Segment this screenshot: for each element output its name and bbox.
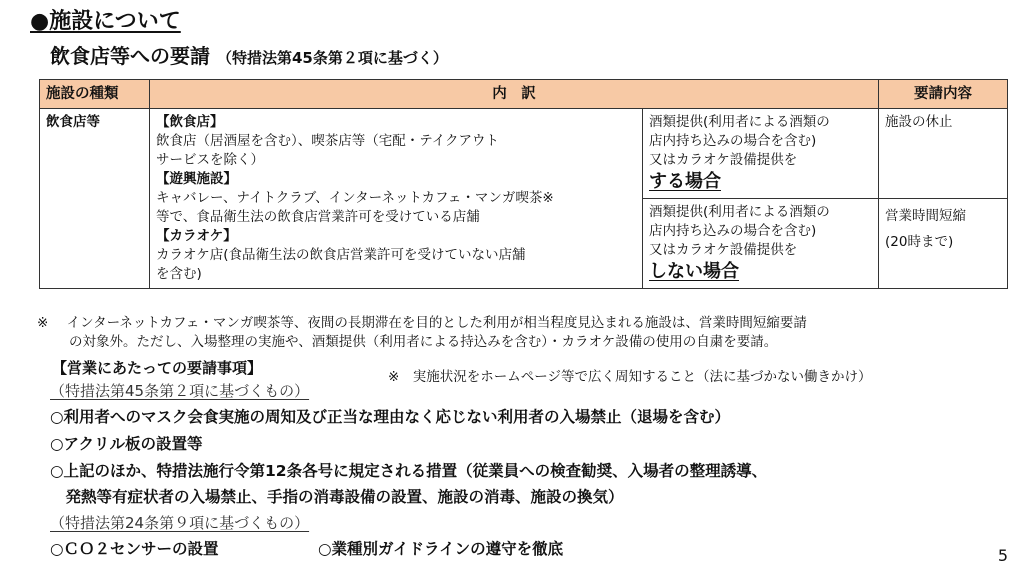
section-heading: ●施設について: [30, 9, 181, 34]
request-item: ○業種別ガイドラインの遵守を徹底: [318, 540, 564, 558]
breakdown-cell: [150, 109, 643, 289]
table-row: [40, 109, 1008, 199]
condition-line: 店内持ち込みの場合を含む): [649, 133, 817, 149]
condition-cell: [643, 199, 879, 289]
request-item: ○アクリル板の設置等: [50, 435, 203, 453]
category-line: 等で、食品衛生法の飲食店営業許可を受けている店舗: [156, 209, 480, 225]
condition-line: 酒類提供(利用者による酒類の: [649, 204, 830, 220]
condition-line: 又はカラオケ設備提供を: [649, 152, 798, 168]
legal-basis-label: （特措法第45条第２項に基づくもの）: [50, 382, 310, 400]
request-line: 施設の休止: [885, 114, 953, 130]
category-line: を含む): [156, 266, 202, 282]
footnote: [37, 314, 807, 352]
page-title: [50, 40, 448, 69]
category-line: カラオケ店(食品衛生法の飲食店営業許可を受けていない店舗: [156, 247, 526, 263]
request-line: (20時まで): [885, 234, 954, 250]
category-title: 【遊興施設】: [156, 171, 237, 187]
condition-line: 酒類提供(利用者による酒類の: [649, 114, 830, 130]
requests-note: ※ 実施状況をホームページ等で広く周知すること（法に基づかない働きかけ）: [388, 369, 872, 385]
condition-cell: [643, 109, 879, 199]
facility-type-cell: 飲食店等: [40, 109, 150, 289]
header-facility-type: 施設の種類: [40, 80, 150, 109]
header-breakdown: 内 訳: [150, 80, 879, 109]
page-number: 5: [997, 546, 1008, 565]
footnote-line: の対象外。ただし、入場整理の実施や、酒類提供（利用者による持込みを含む）・カラオケ設備の使用の自粛を要請。: [69, 334, 778, 350]
table-header-row: [40, 80, 1008, 109]
request-cell: [879, 199, 1008, 289]
condition-emphasis: する場合: [649, 171, 721, 192]
category-title: 【飲食店】: [156, 114, 224, 130]
request-cell: [879, 109, 1008, 199]
condition-line: 店内持ち込みの場合を含む): [649, 223, 817, 239]
facility-request-table: [39, 79, 1008, 289]
category-line: 飲食店（居酒屋を含む）、喫茶店等（宅配・テイクアウト: [156, 133, 500, 149]
page-title-note: （特措法第45条第２項に基づく）: [216, 49, 448, 67]
requests-title: 【営業にあたっての要請事項】: [52, 359, 263, 377]
condition-emphasis: しない場合: [649, 261, 739, 282]
legal-basis-label: （特措法第24条第９項に基づくもの）: [50, 514, 310, 532]
page-title-main: 飲食店等への要請: [50, 44, 210, 68]
category-line: サービスを除く）: [156, 152, 264, 168]
request-item: ○利用者へのマスク会食実施の周知及び正当な理由なく応じない利用者の入場禁止（退場を含む）: [50, 408, 731, 426]
request-item: ○上記のほか、特措法施行令第12条各号に規定される措置（従業員への検査勧奨、入場者の整理誘導、: [50, 462, 768, 480]
category-title: 【カラオケ】: [156, 228, 237, 244]
request-item: 発熱等有症状者の入場禁止、手指の消毒設備の設置、施設の消毒、施設の換気）: [50, 488, 624, 506]
request-item: ○ＣＯ２センサーの設置: [50, 540, 219, 558]
footnote-mark: ※: [37, 315, 49, 331]
condition-line: 又はカラオケ設備提供を: [649, 242, 798, 258]
header-request: 要請内容: [879, 80, 1008, 109]
footnote-line: インターネットカフェ・マンガ喫茶等、夜間の長期滞在を目的とした利用が相当程度見込まれる施設は、営業時間短縮要請: [66, 315, 807, 331]
request-line: 営業時間短縮: [885, 208, 966, 224]
category-line: キャバレー、ナイトクラブ、インターネットカフェ・マンガ喫茶※: [156, 190, 554, 206]
